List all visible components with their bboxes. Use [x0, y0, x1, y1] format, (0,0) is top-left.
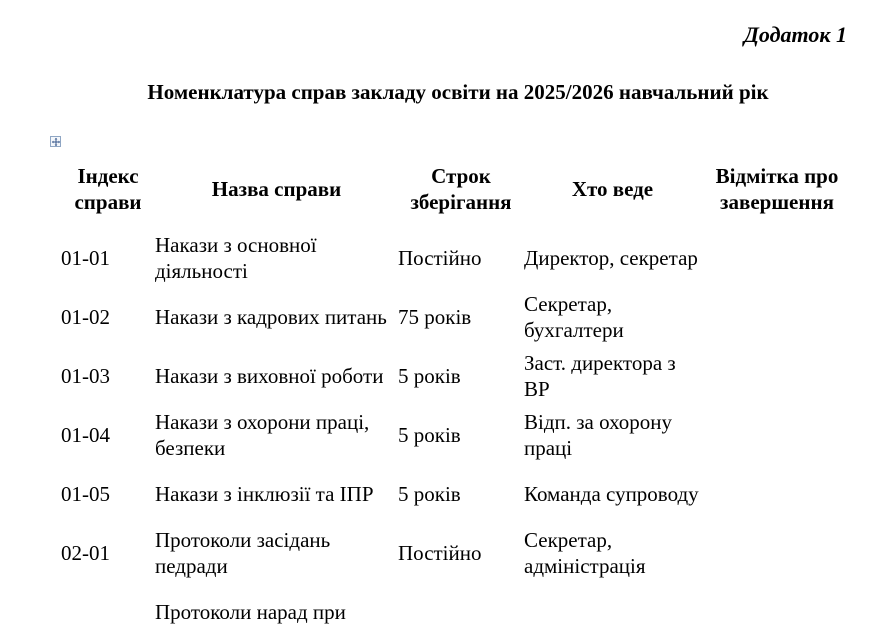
header-term: Строк зберігання	[410, 164, 512, 214]
cell-name: Накази з виховної роботи	[155, 363, 384, 388]
table-row	[61, 405, 853, 464]
table-row	[61, 287, 853, 346]
cell-name: Накази з інклюзії та ІПР	[155, 481, 374, 506]
move-arrows-icon	[51, 137, 62, 148]
cell-index: 01-02	[61, 304, 110, 329]
header-who: Хто веде	[571, 177, 654, 201]
cell-name: Протоколи нарад при	[155, 599, 346, 624]
cell-term: Постійно	[398, 540, 482, 565]
cell-who: Секретар, бухгалтери	[524, 291, 624, 342]
cell-name: Накази з основної діяльності	[155, 232, 317, 283]
cell-who: Секретар, адміністрація	[524, 527, 646, 578]
cell-index	[61, 582, 155, 641]
cell-done	[701, 287, 853, 346]
header-name: Назва справи	[211, 177, 342, 201]
cell-done	[701, 228, 853, 287]
cell-index: 01-03	[61, 363, 110, 388]
table-row	[61, 523, 853, 582]
cell-term	[398, 582, 524, 641]
cell-who: Команда супроводу	[524, 481, 699, 506]
table-row	[61, 346, 853, 405]
nomenclature-table	[61, 150, 853, 641]
cell-done	[701, 464, 853, 523]
cell-done	[701, 346, 853, 405]
table-move-handle-icon[interactable]	[50, 136, 61, 147]
cell-name: Протоколи засідань педради	[155, 527, 331, 578]
cell-done	[701, 582, 853, 641]
cell-name: Накази з кадрових питань	[155, 304, 387, 329]
cell-term: 5 років	[398, 481, 461, 506]
cell-index: 02-01	[61, 540, 110, 565]
cell-name: Накази з охорони праці, безпеки	[155, 409, 370, 460]
cell-index: 01-04	[61, 422, 110, 447]
cell-term: 5 років	[398, 422, 461, 447]
cell-term: Постійно	[398, 245, 482, 270]
table-row	[61, 464, 853, 523]
cell-who: Директор, секретар	[524, 245, 698, 270]
cell-term: 75 років	[398, 304, 472, 329]
cell-done	[701, 523, 853, 582]
cell-who: Заст. директора з ВР	[524, 350, 676, 401]
cell-who	[524, 582, 701, 641]
cell-term: 5 років	[398, 363, 461, 388]
header-index: Індекс справи	[74, 164, 142, 214]
appendix-label: Додаток 1	[743, 22, 847, 47]
table-row	[61, 582, 853, 641]
cell-done	[701, 405, 853, 464]
header-done: Відмітка про завершення	[715, 164, 839, 214]
table-row	[61, 228, 853, 287]
cell-who: Відп. за охорону праці	[524, 409, 673, 460]
table-header-row	[61, 150, 853, 228]
page-title: Номенклатура справ закладу освіти на 2025/2026 навчальний рік	[147, 80, 769, 104]
cell-index: 01-05	[61, 481, 110, 506]
cell-index: 01-01	[61, 245, 110, 270]
